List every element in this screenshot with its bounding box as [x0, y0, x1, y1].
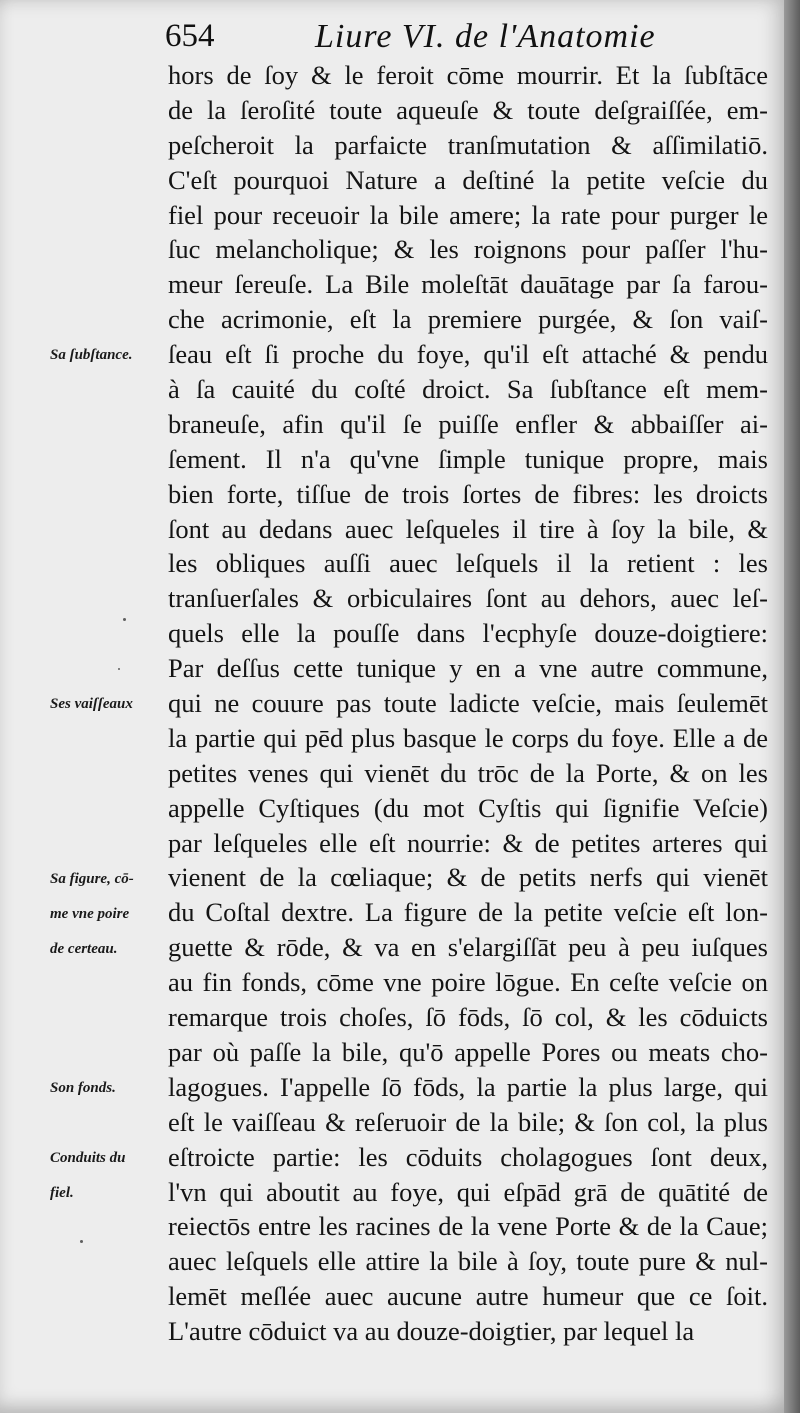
text-line: ſeau eſt ſi proche du foye, qu'il eſt attaché & pendu — [168, 339, 768, 370]
margin-note: fiel. — [50, 1184, 74, 1201]
page-header — [165, 16, 765, 62]
text-line: guette & rōde, & va en s'elargiſſāt peu à peu iuſques — [168, 932, 768, 963]
text-line: ſement. Il n'a qu'vne ſimple tunique propre, mais — [168, 443, 768, 474]
text-line: qui ne couure pas toute ladicte veſcie, mais ſeulemēt — [168, 688, 768, 719]
text-line: eſtroicte partie: les cōduits cholagogues ſont deux, — [168, 1141, 768, 1172]
print-speck — [80, 1240, 83, 1243]
body-text — [168, 58, 768, 1349]
text-line: tranſuerſales & orbiculaires ſont au dehors, auec leſ- — [168, 583, 768, 614]
text-line: braneuſe, afin qu'il ſe puiſſe enfler & abbaiſſer ai- — [168, 408, 768, 439]
margin-note: de certeau. — [50, 940, 118, 957]
text-line: che acrimonie, eſt la premiere purgée, & ſon vaiſ- — [168, 304, 768, 335]
text-line: bien forte, tiſſue de trois ſortes de fibres: les droicts — [168, 478, 768, 509]
margin-note: me vne poire — [50, 905, 130, 922]
text-line: la partie qui pēd plus basque le corps du foye. Elle a de — [168, 722, 768, 753]
page-number: 654 — [165, 18, 215, 54]
text-line: à ſa cauité du coſté droict. Sa ſubſtance eſt mem- — [168, 374, 768, 405]
text-line: hors de ſoy & le feroit cōme mourrir. Et la ſubſtāce — [168, 60, 768, 90]
margin-note: Conduits du — [50, 1149, 126, 1166]
text-line: lagogues. I'appelle ſō fōds, la partie la plus large, qui — [168, 1071, 768, 1102]
margin-note: Sa figure, cō- — [50, 870, 134, 887]
text-line: appelle Cyſtiques (du mot Cyſtis qui ſignifie Veſcie) — [168, 792, 768, 823]
text-line: C'eſt pourquoi Nature a deſtiné la petite veſcie du — [168, 164, 768, 195]
text-line: ſuc melancholique; & les roignons pour paſſer l'hu- — [168, 234, 768, 265]
text-line: quels elle la pouſſe dans l'ecphyſe douze-doigtiere: — [168, 618, 768, 649]
text-line: de la ſeroſité toute aqueuſe & toute deſgraiſſée, em- — [168, 94, 768, 125]
text-line: ſont au dedans auec leſqueles il tire à ſoy la bile, & — [168, 513, 768, 544]
text-line: du Coſtal dextre. La figure de la petite veſcie eſt lon- — [168, 897, 768, 928]
text-line: remarque trois choſes, ſō fōds, ſō col, & les cōduicts — [168, 1002, 768, 1033]
text-line: eſt le vaiſſeau & reſeruoir de la bile; & ſon col, la plus — [168, 1106, 768, 1137]
text-line: au fin fonds, cōme vne poire lōgue. En ceſte veſcie on — [168, 967, 768, 998]
page-edge-shadow — [784, 0, 800, 1413]
text-line: l'vn qui aboutit au foye, qui eſpād grā de quātité de — [168, 1176, 768, 1207]
margin-note: Son fonds. — [50, 1080, 116, 1097]
text-line: les obliques auſſi auec leſquels il la retient : les — [168, 548, 768, 579]
text-line: par leſqueles elle eſt nourrie: & de petites arteres qui — [168, 827, 768, 858]
margin-note: Ses vaiſſeaux — [50, 696, 133, 713]
print-speck — [118, 668, 120, 670]
running-title: Liure VI. de l'Anatomie — [315, 18, 656, 55]
text-line: par où paſſe la bile, qu'ō appelle Pores ou meats cho- — [168, 1036, 768, 1067]
text-line: auec leſquels elle attire la bile à ſoy, toute pure & nul- — [168, 1246, 768, 1277]
text-line: meur ſereuſe. La Bile moleſtāt dauātage par ſa farou- — [168, 269, 768, 300]
text-line: fiel pour receuoir la bile amere; la rate pour purger le — [168, 199, 768, 230]
text-line: Par deſſus cette tunique y en a vne autre commune, — [168, 653, 768, 684]
text-line: vienent de la cœliaque; & de petits nerfs qui vienēt — [168, 862, 768, 893]
text-line: lemēt meſlée auec aucune autre humeur que ce ſoit. — [168, 1281, 768, 1312]
text-line: petites venes qui vienēt du trōc de la Porte, & on les — [168, 757, 768, 788]
margin-note: Sa ſubſtance. — [50, 347, 133, 364]
print-speck — [123, 618, 126, 621]
text-line: reiectōs entre les racines de la vene Porte & de la Caue; — [168, 1211, 768, 1242]
text-line: peſcheroit la parfaicte tranſmutation & aſſimilatiō. — [168, 129, 768, 160]
text-line: L'autre cōduict va au douze-doigtier, par lequel la — [168, 1316, 695, 1347]
